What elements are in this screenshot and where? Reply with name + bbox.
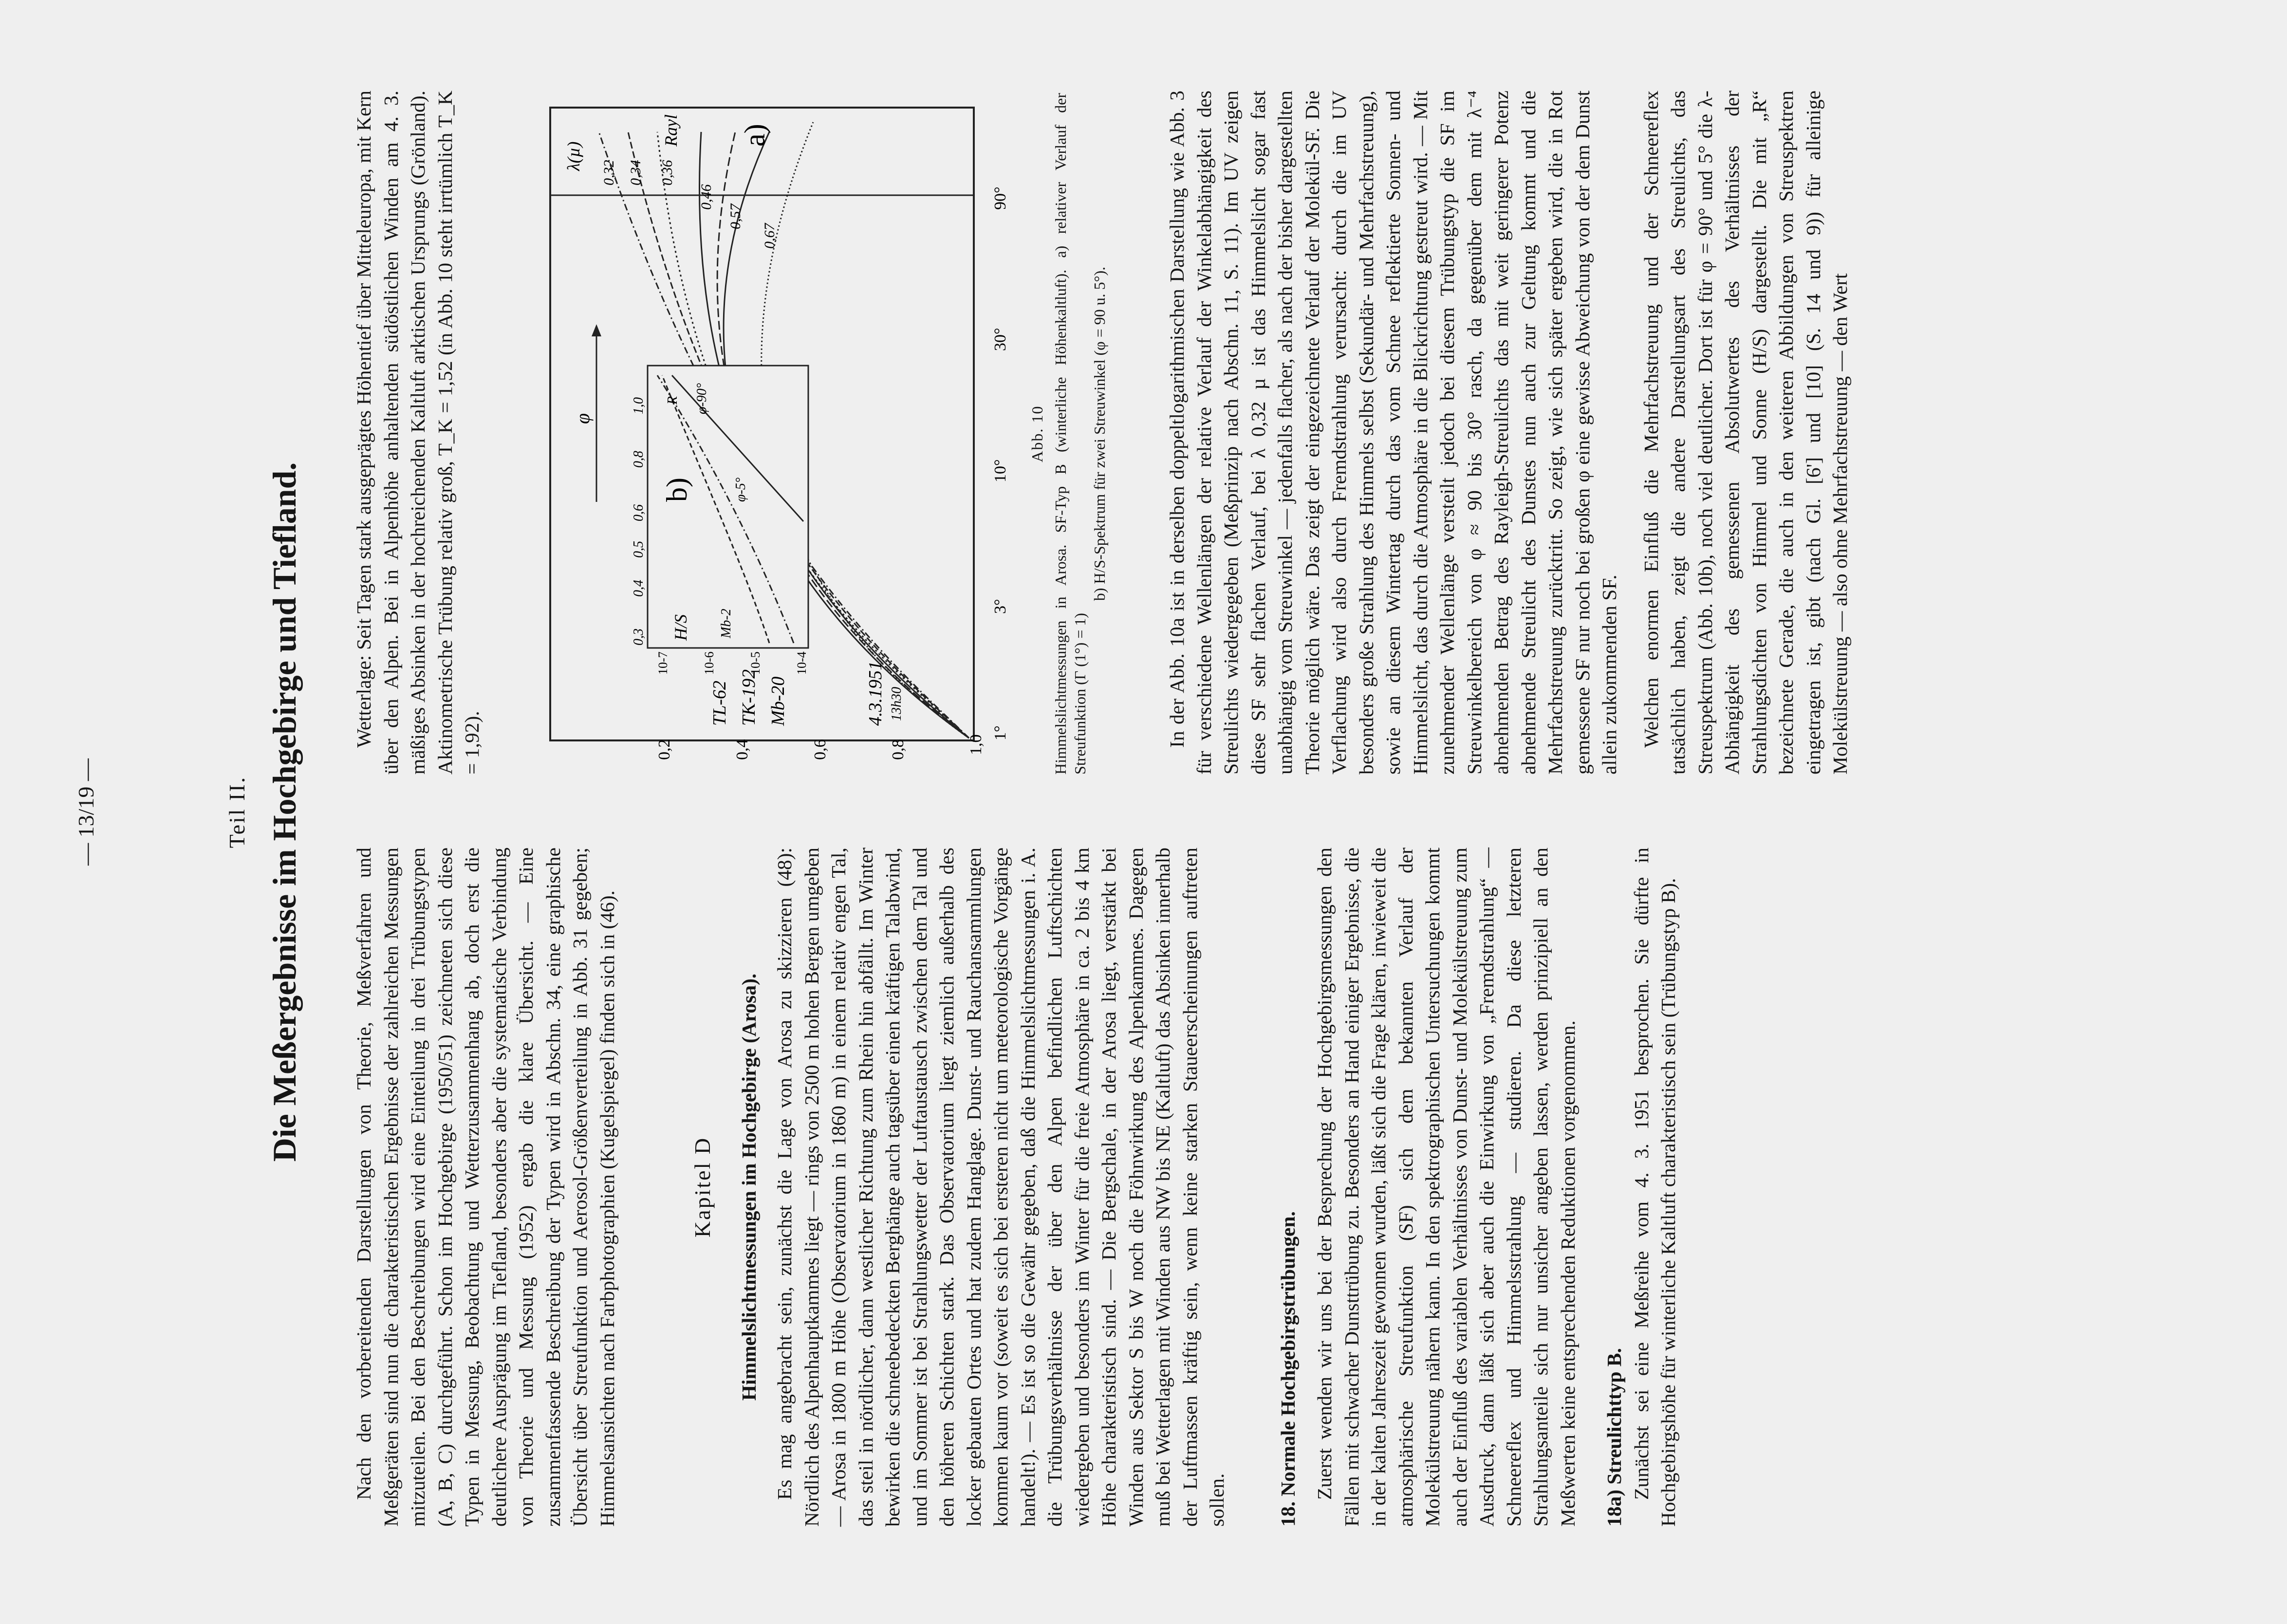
figure-label: Abb. 10 <box>1028 405 1046 462</box>
b-label-phi5: φ-5° <box>733 477 748 502</box>
label-a: a) <box>739 124 771 147</box>
figure-abb10 <box>540 93 1013 775</box>
phi-arrow-label: φ <box>572 413 594 424</box>
rayl-label: Rayl <box>661 114 681 147</box>
label-b: b) <box>661 478 693 502</box>
curve-label-034: 0,34 <box>628 160 644 185</box>
b-label-phi90: φ-90° <box>694 383 709 414</box>
tk-label: TK-192 <box>739 669 759 726</box>
part-label: Teil II. <box>224 775 249 849</box>
subsection-title: 18a) Streulichttyp B. <box>1603 1348 1625 1527</box>
curve-label-057: 0,57 <box>727 203 744 229</box>
tick-0,2: 0,2 <box>655 739 673 760</box>
xtick-1: 1° <box>991 725 1009 740</box>
b-small-label: Mb-2 <box>719 609 734 638</box>
tick-0,8: 0,8 <box>889 739 907 760</box>
btick-03: 0,3 <box>631 628 646 646</box>
figure-caption <box>1027 93 1109 775</box>
xtick-3: 3° <box>991 599 1009 614</box>
xtick-90: 90° <box>991 186 1009 210</box>
page-number: — 13/19 — <box>74 758 98 866</box>
figure-caption-a: Himmelslichtmessungen in Arosa. SF-Typ B (winterliche Höhenkaltluft). a) relativer Verlauf der Streufunktion (Γ (1°) = 1) <box>1052 93 1089 775</box>
curve-label-067: 0,67 <box>762 223 778 249</box>
time-label: 13h30 <box>889 687 904 721</box>
btick-10-5: 10-5 <box>748 651 762 675</box>
btick-05: 0,5 <box>631 541 646 558</box>
tick-0,6: 0,6 <box>811 739 829 760</box>
btick-10-7: 10-7 <box>656 651 670 675</box>
lambda-label: λ(µ) <box>564 141 583 171</box>
left-column <box>351 848 1682 1527</box>
phi-arrow-head <box>592 324 601 336</box>
plot-a-y-ticks <box>655 735 985 760</box>
btick-08: 0,8 <box>631 451 646 468</box>
date-label: 4.3.1951 <box>865 661 886 726</box>
section-title: 18. Normale Hochgebirgstrübungen. <box>1276 1211 1299 1527</box>
btick-10-4: 10-4 <box>795 651 809 675</box>
tl-label: TL-62 <box>709 681 730 726</box>
plot-b-y-ticks <box>656 651 809 675</box>
plot-b-frame <box>648 366 808 648</box>
analysis-paragraph-1: In der Abb. 10a ist in derselben doppeltlogarithmischen Darstellung wie Abb. 3 für verschiedene Wellenlängen der relative Verlauf der Winkelabhängigkeit des Streulichts wiedergegeben (Meßprinzip nach Abschn. 11, S. 11). Im UV zeigen diese SF sehr flachen Verlauf, bei λ 0,32 µ ist das Himmelslicht sogar fast unabhängig vom Streuwinkel — jedenfalls flacher, als nach der bisher dargestellten Theorie möglich wäre. Das zeigt der eingezeichnete Verlauf der Molekül-SF. Die Verflachung wird also durch Fremdstrahlung verursacht: durch die im UV besonders große Strahlung des Himmels selbst (Sekundär- und Mehrfachstreuung), sowie an diesem Wintertag durch das vom Schnee reflektierte Sonnen- und Himmelslicht, das durch die Atmosphäre in die Blickrichtung gestreut wird. — Mit zunehmender Wellenlänge versteilt jedoch bei diesem Trübungstyp die SF im Streuwinkelbereich von φ ≈ 90 bis 30° rasch, da gegenüber dem mit λ⁻⁴ abnehmenden Betrag des Rayleigh-Streulichts das mit weit geringerer Potenz abnehmende Streulicht des Dunstes nun auch zur Geltung kommt und die Mehrfachstreuung zurücktritt. So zeigt, wie sich später ergeben wird, die in Rot gemessene SF nur noch bei großen φ eine gewisse Abweichung von der dem Dunst allein zukommenden SF. <box>1166 91 1620 775</box>
intro-paragraph: Nach den vorbereitenden Darstellungen von Theorie, Meßverfahren und Meßgeräten sind nun die charakteristischen Ergebnisse der zahlreichen Messungen mitzuteilen. Bei den Beschreibungen wird eine Einteilung in drei Trübungstypen (A, B, C) durchgeführt. Schon im Hochgebirge (1950/51) zeichneten sich diese Typen in Messung, Beobachtung und Wetterzusammenhang ab, doch erst die deutlichere Ausprägung im Tiefland, besonders aber die systematische Verbindung von Theorie und Messung (1952) ergab die klare Übersicht. — Eine zusammenfassende Beschreibung der Typen wird in Abschn. 34, eine graphische Übersicht über Streufunktion und Aerosol-Größenverteilung in Abb. 31 gegeben; Himmelsansichten nach Farbphotographien (Kugelspiegel) finden sich in (46). <box>353 848 618 1527</box>
plot-a-x-ticks <box>991 186 1009 740</box>
btick-04: 0,4 <box>631 580 646 597</box>
tick-0,4: 0,4 <box>733 739 751 760</box>
curve-label-046: 0,46 <box>698 184 714 210</box>
figure-caption-b: b) H/S-Spektrum für zwei Streuwinkel (φ = 90 u. 5°). <box>1091 266 1108 601</box>
btick-10-6: 10-6 <box>702 651 716 675</box>
mb-label: Mb-20 <box>768 676 788 726</box>
right-column-top <box>351 91 486 775</box>
btick-06: 0,6 <box>631 504 646 521</box>
chapter-title: Himmelslichtmessungen im Hochgebirge (Arosa). <box>737 973 760 1401</box>
right-column-bottom <box>1164 91 1854 775</box>
chapter-label: Kapitel D <box>690 1136 715 1238</box>
btick-10: 1,0 <box>631 397 646 414</box>
curve-label-032: 0,32 <box>601 160 617 185</box>
chapter-paragraph: Es mag angebracht sein, zunächst die Lage von Arosa zu skizzieren (48): Nördlich des Alpenhauptkammes liegt — rings von 2500 m hohen Bergen umgeben — Arosa in 1800 m Höhe (Observatorium in 1860 m) in einem relativ engen Tal, das steil in nördlicher, dann westlicher Richtung zum Rhein hin abfällt. Im Winter bewirken die schneebedeckten Berghänge auch tagsüber einen kräftigen Talabwind, und im Sommer ist bei Strahlungswetter der Luftaustausch zwischen dem Tal und den höheren Schichten stark. Das Observatorium liegt ziemlich außerhalb des locker gebauten Ortes und hat zudem Hanglage. Dunst- und Rauchansammlungen kommen kaum vor (soweit es sich bei ersteren nicht um meteorologische Vorgänge handelt!). — Es ist so die Gewähr gegeben, daß die Himmelslichtmessungen i. A. die Trübungsverhältnisse der über den Alpen befindlichen Luftschichten wiedergeben und besonders im Winter für die freie Atmosphäre in ca. 2 bis 4 km Höhe charakteristisch sind. — Die Bergschale, in der Arosa liegt, verstärkt bei Winden aus Sektor S bis W noch die Föhnwirkung des Alpenkammes. Dagegen muß bei Wetterlagen mit Winden aus NW bis NE (Kaltluft) das Absinken innerhalb der Luftmassen kräftig sein, wenn keine starken Staueerscheinungen auftreten sollen. <box>773 847 1228 1527</box>
b-label-r: R <box>665 396 680 405</box>
xtick-30: 30° <box>991 328 1009 351</box>
weather-paragraph: Wetterlage: Seit Tagen stark ausgeprägtes Höhentief über Mitteleuropa, mit Kern über den Alpen. Bei in Alpenhöhe anhaltenden südöstlichen Winden am 4. 3. mäßiges Absinken in der hochreichenden Kaltluft arktischen Ursprungs (Grönland). Aktinometrische Trübung relativ groß, T_K = 1,52 (in Abb. 10 steht irrtümlich T_K = 1,92). <box>353 91 483 775</box>
page-title: Die Meßergebnisse im Hochgebirge und Tiefland. <box>266 462 303 1162</box>
plot-b-x-ticks <box>631 397 646 646</box>
subsection-paragraph: Zunächst sei eine Meßreihe vom 4. 3. 1951 besprochen. Sie dürfte in Hochgebirgshöhe für winterliche Kaltluft charakteristisch sein (Trübungstyp B). <box>1630 848 1679 1527</box>
curve-label-036: 0,36 <box>659 160 675 185</box>
tick-1,0: 1,0 <box>967 734 985 755</box>
analysis-paragraph-2: Welchen enormen Einfluß die Mehrfachstreuung und der Schneereflex tatsächlich haben, zeigt die andere Darstellungsart des Streulichts, das Streuspektrum (Abb. 10b), noch viel deutlicher. Dort ist für φ = 90° und 5° die λ-Abhängigkeit des gemessenen Absolutwertes des Verhältnisses der Strahlungsdichten von Himmel und Sonne (H/S) dargestellt. Die mit „R“ bezeichnete Gerade, die auch in den weiteren Abbildungen von Streuspektren eingetragen ist, gibt (nach Gl. [6'] und [10] (S. 14 und 9)) für alleinige Molekülstreuung — also ohne Mehrfachstreuung — den Wert <box>1639 91 1851 775</box>
section-paragraph: Zuerst wenden wir uns bei der Besprechung der Hochgebirgsmessungen den Fällen mit schwacher Dunsttrübung zu. Besonders an Hand einiger Ergebnisse, die in der kalten Jahreszeit gewonnen wurden, läßt sich die Frage klären, inwieweit die atmosphärische Streufunktion (SF) sich dem bekannten Verlauf der Molekülstreuung nähern kann. In den spektrographischen Untersuchungen kommt auch der Einfluß des variablen Verhältnisses von Dunst- und Molekülstreuung zum Ausdruck, dann läßt sich aber auch die Einwirkung von „Fremdstrahlung“ — Schneereflex und Himmelsstrahlung — studieren. Da diese letzteren Strahlungsanteile sich nur unsicher angeben lassen, werden prinzipiell an den Meßwerten keine entsprechenden Reduktionen vorgenommen. <box>1313 848 1579 1527</box>
hs-label: H/S <box>671 614 690 641</box>
xtick-10: 10° <box>991 459 1009 482</box>
